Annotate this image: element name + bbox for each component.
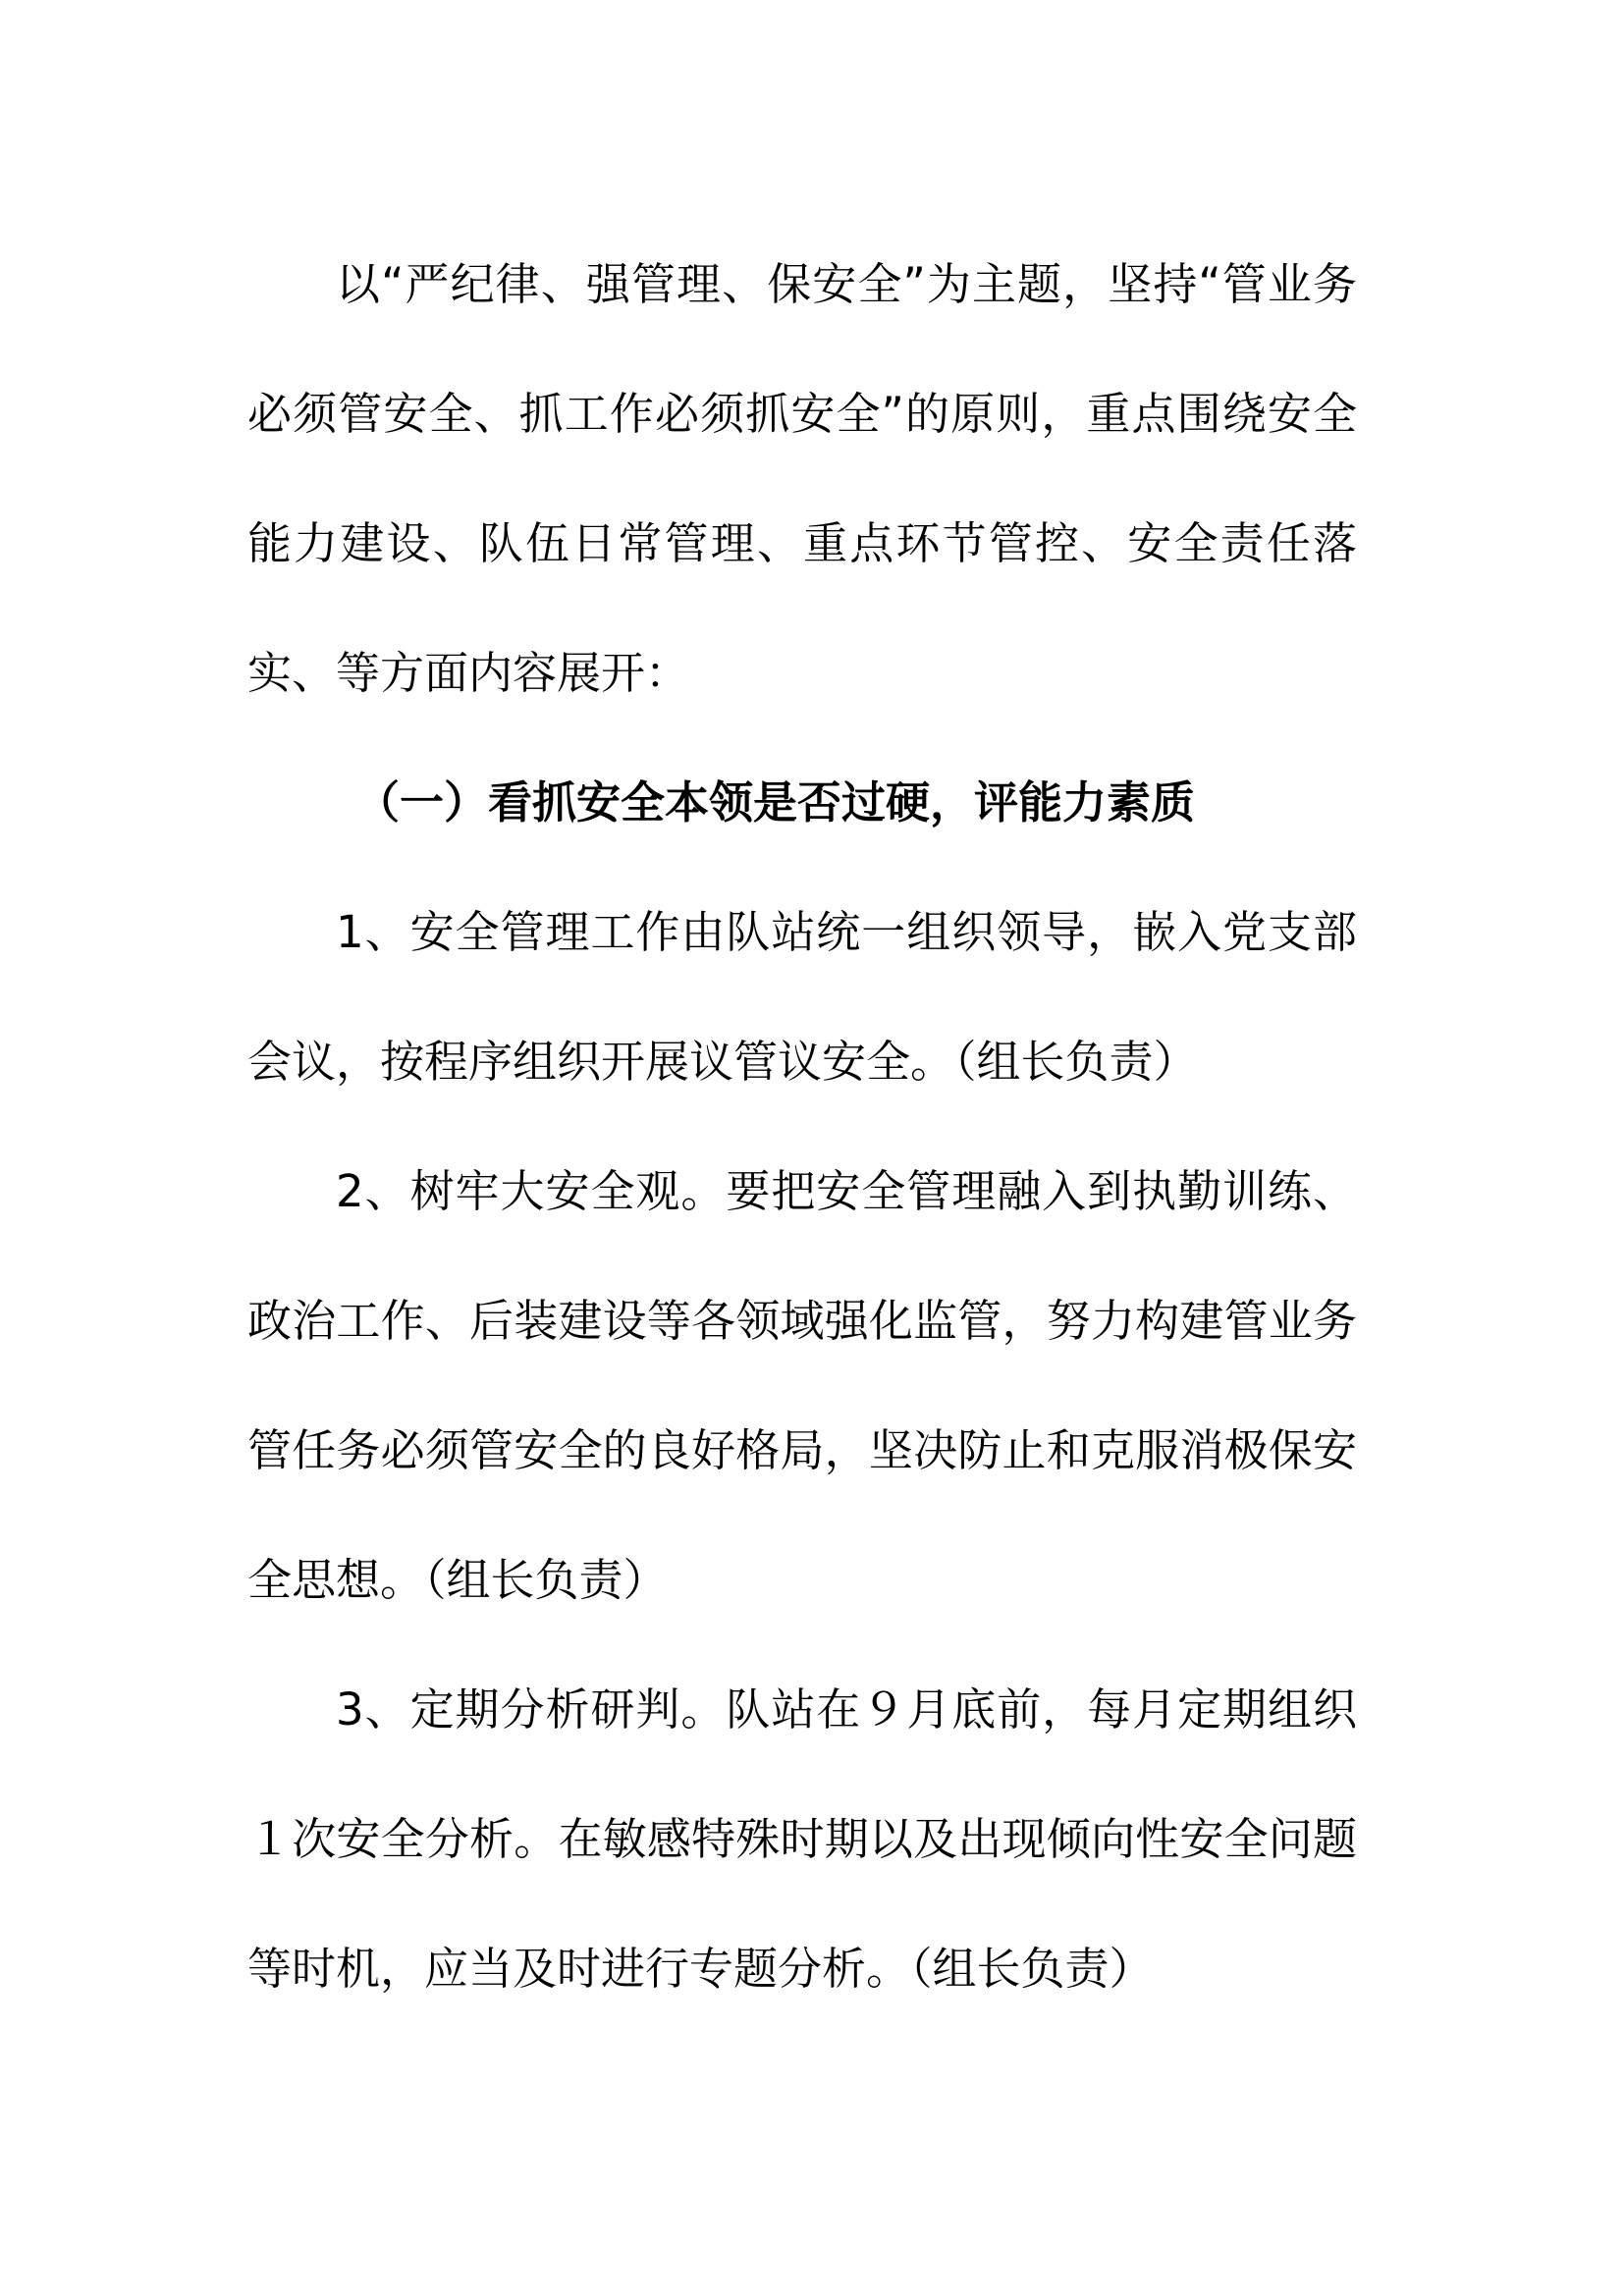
document-body <box>247 220 1357 2034</box>
intro-paragraph: 以“严纪律、强管理、保安全”为主题，坚持“管业务必须管安全、抓工作必须抓安全”的原则，重点围绕安全能力建设、队伍日常管理、重点环节管控、安全责任落实、等方面内容展开： <box>247 258 1357 699</box>
item-paragraph-1: 1、安全管理工作由队站统一组织领导，嵌入党支部会议，按程序组织开展议管议安全。（组长负责） <box>247 906 1357 1088</box>
item-paragraph-3: 3、定期分析研判。队站在９月底前，每月定期组织１次安全分析。在敏感特殊时期以及出现倾向性安全问题等时机，应当及时进行专题分析。（组长负责） <box>247 1683 1357 1995</box>
item-paragraph-2: 2、树牢大安全观。要把安全管理融入到执勤训练、政治工作、后装建设等各领域强化监管，努力构建管业务管任务必须管安全的良好格局，坚决防止和克服消极保安全思想。（组长负责） <box>247 1165 1357 1606</box>
section-heading-1: （一）看抓安全本领是否过硬，评能力素质 <box>355 776 1196 828</box>
